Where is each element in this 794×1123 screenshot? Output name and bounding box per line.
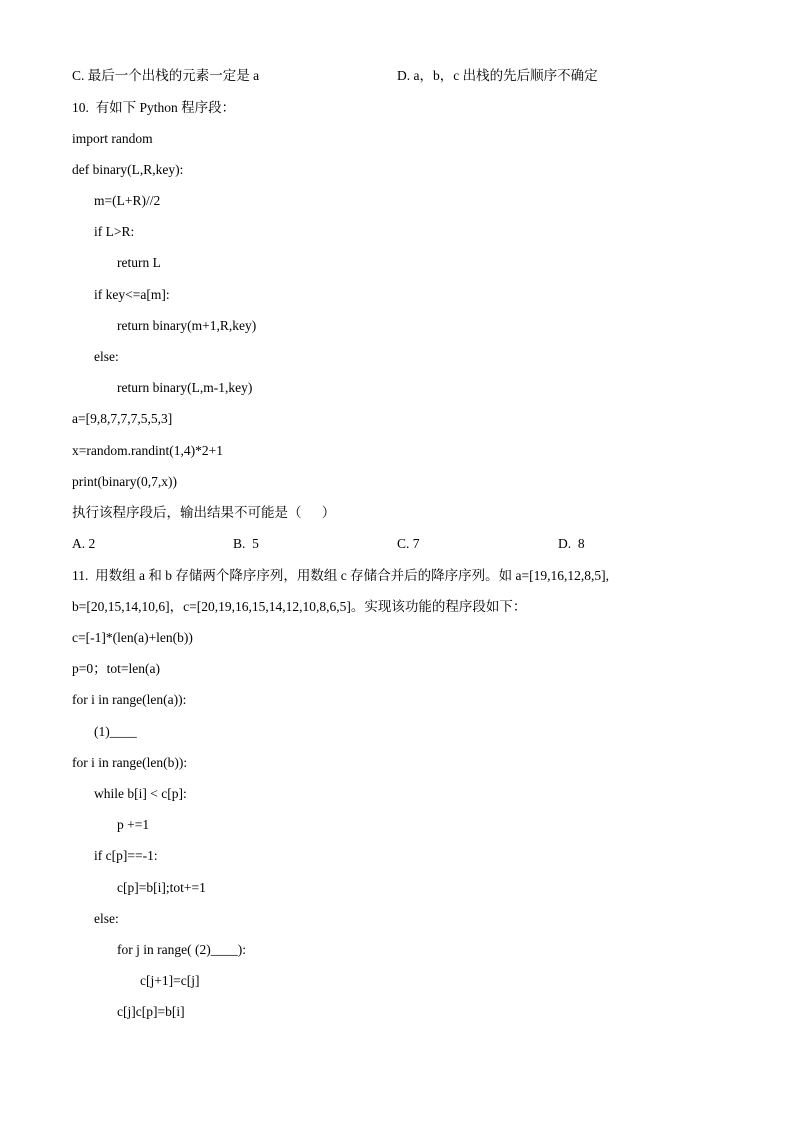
code-line: if c[p]==-1: — [94, 848, 158, 863]
code-line: def binary(L,R,key): — [72, 162, 184, 177]
q11-stem-continued: b=[20,15,14,10,6]，c=[20,19,16,15,14,12,10,8,6,5]。实现该功能的程序段如下： — [72, 599, 527, 614]
code-line: import random — [72, 131, 153, 146]
code-line: return binary(m+1,R,key) — [117, 318, 257, 333]
code-line: a=[9,8,7,7,7,5,5,3] — [72, 411, 173, 426]
code-line: x=random.randint(1,4)*2+1 — [72, 443, 223, 458]
code-line: p +=1 — [117, 817, 150, 832]
code-line: return L — [117, 255, 161, 270]
code-line: for i in range(len(a)): — [72, 692, 187, 707]
code-line: m=(L+R)//2 — [94, 193, 161, 208]
q10-question: 执行该程序段后，输出结果不可能是（ ） — [72, 505, 336, 520]
code-line: c[j+1]=c[j] — [140, 973, 200, 988]
q10-option-d: D. 8 — [558, 536, 585, 551]
code-line: p=0；tot=len(a) — [72, 661, 160, 676]
code-line: c[p]=b[i];tot+=1 — [117, 880, 206, 895]
q10-option-b: B. 5 — [233, 536, 259, 551]
q9-option-d: D. a，b，c 出栈的先后顺序不确定 — [397, 68, 598, 83]
code-line: if L>R: — [94, 224, 135, 239]
code-line: while b[i] < c[p]: — [94, 786, 187, 801]
code-line: if key<=a[m]: — [94, 287, 170, 302]
code-blank-2: for j in range( (2)____): — [117, 942, 246, 957]
code-line: print(binary(0,7,x)) — [72, 474, 177, 489]
code-line: c=[-1]*(len(a)+len(b)) — [72, 630, 193, 645]
q10-stem: 10. 有如下 Python 程序段： — [72, 100, 236, 115]
q10-option-a: A. 2 — [72, 536, 96, 551]
code-line: else: — [94, 911, 119, 926]
code-line: c[j]c[p]=b[i] — [117, 1004, 185, 1019]
code-line: else: — [94, 349, 119, 364]
q10-option-c: C. 7 — [397, 536, 420, 551]
q9-option-c: C. 最后一个出栈的元素一定是 a — [72, 68, 260, 83]
code-blank-1: (1)____ — [94, 724, 137, 739]
code-line: for i in range(len(b)): — [72, 755, 188, 770]
q11-stem: 11. 用数组 a 和 b 存储两个降序序列，用数组 c 存储合并后的降序序列。如 a=[19,16,12,8,5], — [72, 568, 609, 583]
code-line: return binary(L,m-1,key) — [117, 380, 253, 395]
